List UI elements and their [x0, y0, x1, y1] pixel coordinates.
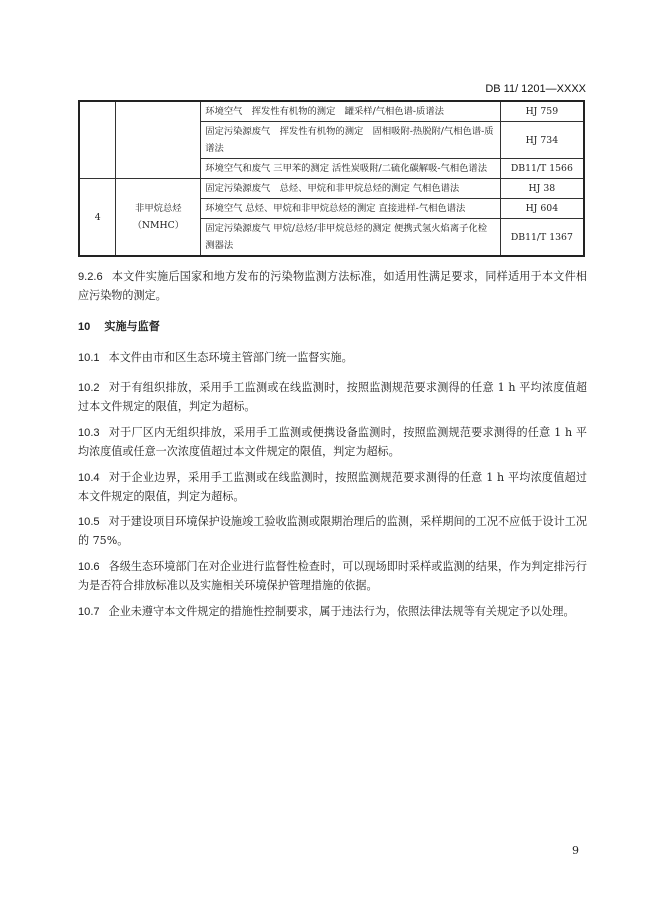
table-row	[79, 179, 584, 199]
clause-number: 10.5	[78, 516, 100, 528]
method-cell: 固定污染源废气 挥发性有机物的测定 固相吸附-热脱附/气相色谱-质谱法	[201, 122, 500, 159]
method-cell: 固定污染源废气 甲烷/总烃/非甲烷总烃的测定 便携式氢火焰离子化检测器法	[201, 219, 500, 257]
standard-cell: DB11/T 1566	[500, 159, 584, 179]
method-cell: 环境空气 总烃、甲烷和非甲烷总烃的测定 直接进样-气相色谱法	[201, 199, 500, 219]
clause-text: 本文件由市和区生态环境主管部门统一监督实施。	[108, 351, 353, 364]
table-row	[79, 101, 584, 122]
clause-text: 对于有组织排放，采用手工监测或在线监测时，按照监测规范要求测得的任意 1 h 平均浓度值超过本文件规定的限值，判定为超标。	[78, 381, 587, 413]
clause-number: 10.7	[78, 606, 100, 618]
clause-10-6	[78, 558, 587, 595]
pollutant-cell	[116, 179, 201, 257]
no-cell	[79, 101, 116, 179]
clause-number: 10.4	[78, 472, 100, 484]
clause-10-1	[78, 349, 587, 368]
standard-cell: HJ 38	[500, 179, 584, 199]
clause-text: 对于企业边界，采用手工监测或在线监测时，按照监测规范要求测得的任意 1 h 平均浓度值超过本文件规定的限值，判定为超标。	[78, 471, 587, 503]
page-number: 9	[572, 844, 579, 857]
clause-10-7	[78, 603, 587, 622]
method-cell: 环境空气和废气 三甲苯的测定 活性炭吸附/二硫化碳解吸-气相色谱法	[201, 159, 500, 179]
clause-text: 对于建设项目环境保护设施竣工验收监测或限期治理后的监测，采样期间的工况不应低于设计工况的 75%。	[78, 515, 587, 547]
pollutant-abbr: （NMHC）	[132, 220, 185, 231]
standard-cell: HJ 604	[500, 199, 584, 219]
method-cell: 固定污染源废气 总烃、甲烷和非甲烷总烃的测定 气相色谱法	[201, 179, 500, 199]
clause-number: 10.1	[78, 352, 100, 364]
methods-table	[78, 100, 585, 257]
clause-number: 10.3	[78, 427, 100, 439]
clause-text: 各级生态环境部门在对企业进行监督性检查时，可以现场即时采样或监测的结果，作为判定排污行为是否符合排放标准以及实施相关环境保护管理措施的依据。	[78, 560, 587, 592]
clause-number: 9.2.6	[78, 271, 103, 283]
pollutant-cell	[116, 101, 201, 179]
clause-text: 对于厂区内无组织排放，采用手工监测或便携设备监测时，按照监测规范要求测得的任意 1 h 平均浓度值或任意一次浓度值超过本文件规定的限值，判定为超标。	[78, 426, 587, 458]
section-title: 实施与监督	[104, 321, 160, 333]
standard-cell: HJ 734	[500, 122, 584, 159]
clause-number: 10.2	[78, 382, 100, 394]
clause-10-3	[78, 424, 587, 461]
document-code: DB 11/ 1201—XXXX	[485, 83, 586, 95]
clause-10-5	[78, 513, 587, 550]
clause-text: 本文件实施后国家和地方发布的污染物监测方法标准，如适用性满足要求，同样适用于本文件相应污染物的测定。	[78, 270, 587, 302]
standard-cell: DB11/T 1367	[500, 219, 584, 257]
clause-10-2	[78, 379, 587, 416]
clause-10-4	[78, 469, 587, 506]
section-number: 10	[78, 321, 91, 333]
pollutant-name: 非甲烷总烃	[135, 203, 182, 214]
clause-9-2-6	[78, 268, 587, 305]
method-cell: 环境空气 挥发性有机物的测定 罐采样/气相色谱-质谱法	[201, 101, 500, 122]
no-cell: 4	[79, 179, 116, 257]
standard-cell: HJ 759	[500, 101, 584, 122]
clause-text: 企业未遵守本文件规定的措施性控制要求，属于违法行为，依照法律法规等有关规定予以处理。	[108, 605, 575, 618]
section-heading	[78, 318, 587, 337]
clause-number: 10.6	[78, 561, 100, 573]
